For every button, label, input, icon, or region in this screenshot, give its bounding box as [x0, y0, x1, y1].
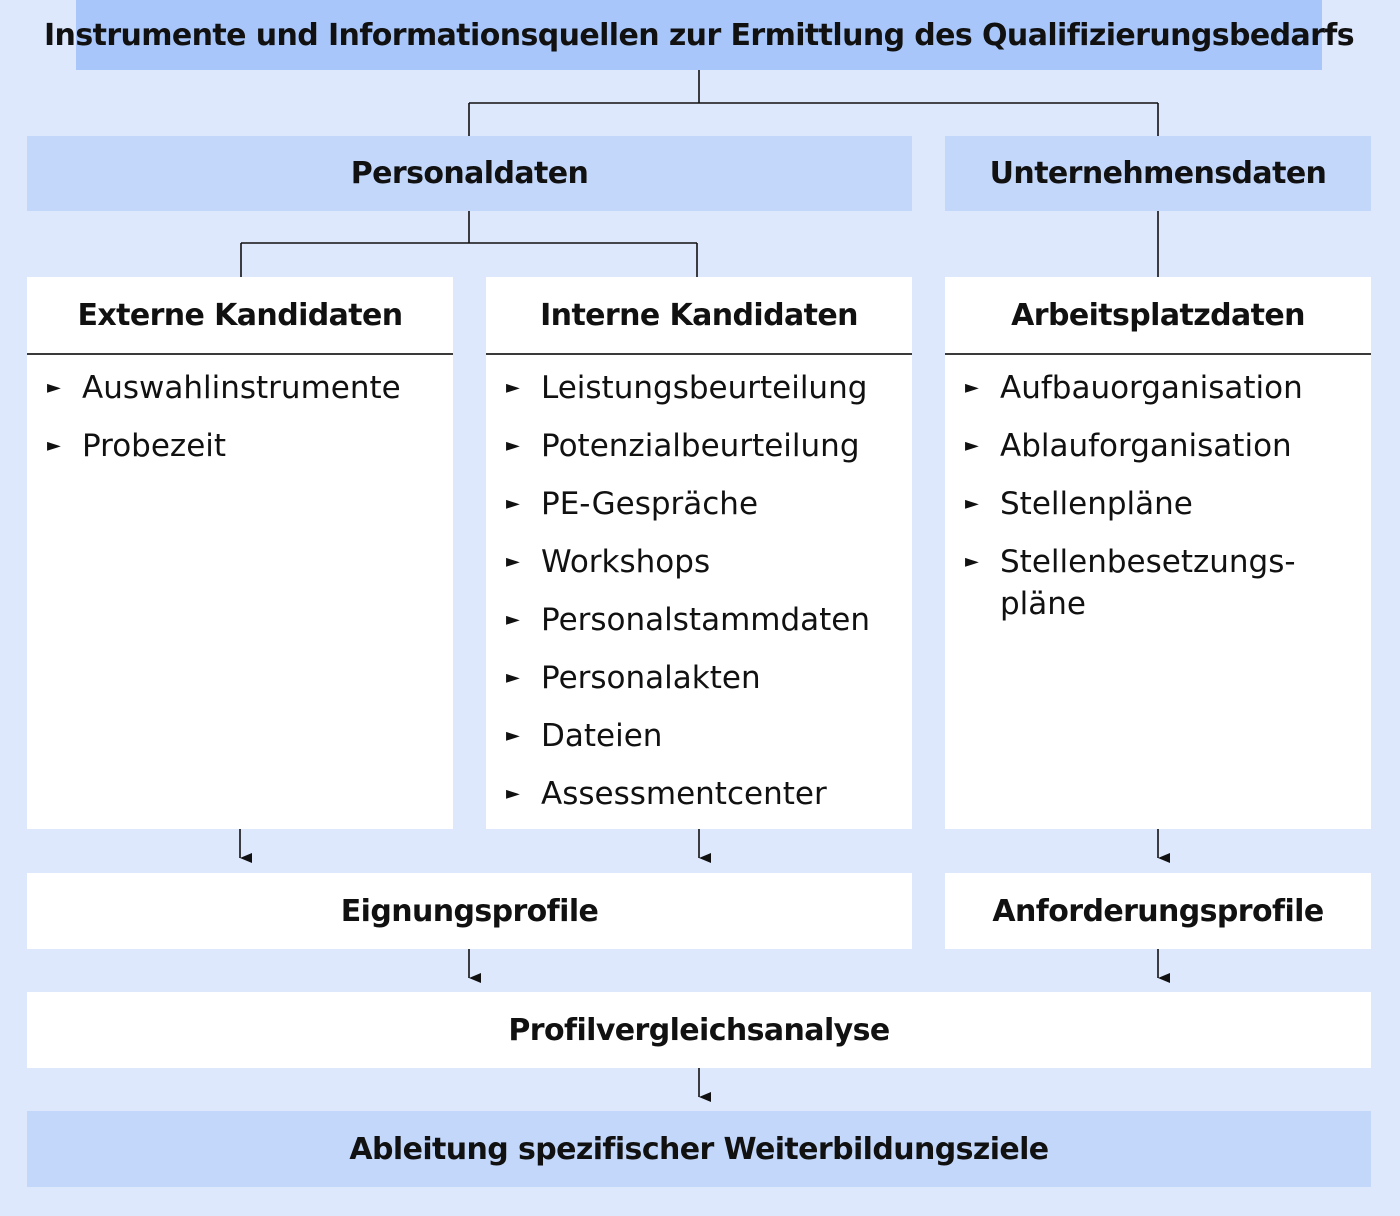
list-item	[486, 599, 912, 641]
triangle-bullet-icon: ►	[506, 783, 520, 804]
list-item	[486, 541, 912, 583]
personaldaten-box	[27, 136, 912, 211]
eignungsprofile-label: Eignungsprofile	[340, 893, 599, 929]
list-item	[945, 425, 1371, 467]
list-item	[945, 483, 1371, 525]
profilvergleichsanalyse-box	[27, 992, 1371, 1068]
triangle-bullet-icon: ►	[965, 551, 979, 572]
list-item-text: PE-Gespräche	[541, 486, 759, 522]
unternehmensdaten-label: Unternehmensdaten	[989, 156, 1327, 191]
triangle-bullet-icon: ►	[47, 377, 61, 398]
list-item	[27, 425, 453, 467]
list-item-text: Workshops	[541, 544, 711, 580]
externe-kandidaten-list	[27, 355, 453, 467]
list-item	[945, 367, 1371, 409]
profilvergleichsanalyse-label: Profilvergleichsanalyse	[508, 1012, 890, 1048]
list-item	[486, 483, 912, 525]
list-item-text: Aufbauorganisation	[1000, 370, 1303, 406]
list-item-text: Dateien	[541, 718, 663, 754]
triangle-bullet-icon: ►	[506, 435, 520, 456]
arbeitsplatzdaten-heading: Arbeitsplatzdaten	[945, 277, 1371, 355]
arbeitsplatzdaten-list	[945, 355, 1371, 625]
anforderungsprofile-box	[945, 873, 1371, 949]
triangle-bullet-icon: ►	[506, 609, 520, 630]
list-item-text: Assessmentcenter	[541, 776, 827, 812]
list-item-text: Stellenbesetzungs-pläne	[1000, 544, 1296, 622]
triangle-bullet-icon: ►	[506, 667, 520, 688]
unternehmensdaten-box	[945, 136, 1371, 211]
triangle-bullet-icon: ►	[47, 435, 61, 456]
list-item	[486, 425, 912, 467]
triangle-bullet-icon: ►	[506, 551, 520, 572]
triangle-bullet-icon: ►	[506, 493, 520, 514]
externe-kandidaten-panel	[27, 277, 453, 829]
triangle-bullet-icon: ►	[506, 725, 520, 746]
anforderungsprofile-label: Anforderungsprofile	[992, 893, 1324, 929]
triangle-bullet-icon: ►	[965, 435, 979, 456]
list-item	[486, 657, 912, 699]
personaldaten-label: Personaldaten	[350, 156, 589, 191]
interne-kandidaten-heading: Interne Kandidaten	[486, 277, 912, 355]
list-item-text: Potenzialbeurteilung	[541, 428, 860, 464]
triangle-bullet-icon: ►	[965, 493, 979, 514]
list-item-text: Probezeit	[82, 428, 227, 464]
externe-kandidaten-heading: Externe Kandidaten	[27, 277, 453, 355]
list-item	[486, 715, 912, 757]
triangle-bullet-icon: ►	[965, 377, 979, 398]
list-item	[945, 541, 1371, 625]
list-item-text: Personalakten	[541, 660, 761, 696]
eignungsprofile-box	[27, 873, 912, 949]
arbeitsplatzdaten-panel	[945, 277, 1371, 829]
list-item-text: Ablauforganisation	[1000, 428, 1292, 464]
list-item	[486, 367, 912, 409]
list-item	[486, 773, 912, 815]
interne-kandidaten-list	[486, 355, 912, 815]
list-item	[27, 367, 453, 409]
list-item-text: Leistungsbeurteilung	[541, 370, 868, 406]
interne-kandidaten-panel	[486, 277, 912, 829]
triangle-bullet-icon: ►	[506, 377, 520, 398]
ableitung-box	[27, 1111, 1371, 1187]
diagram-title	[44, 0, 1355, 70]
ableitung-label: Ableitung spezifischer Weiterbildungsziele	[349, 1131, 1049, 1167]
list-item-text: Auswahlinstrumente	[82, 370, 401, 406]
list-item-text: Personalstammdaten	[541, 602, 871, 638]
list-item-text: Stellenpläne	[1000, 486, 1193, 522]
diagram-title-text: Instrumente und Informationsquellen zur Ermittlung des Qualifizierungsbedarfs	[44, 17, 1355, 53]
